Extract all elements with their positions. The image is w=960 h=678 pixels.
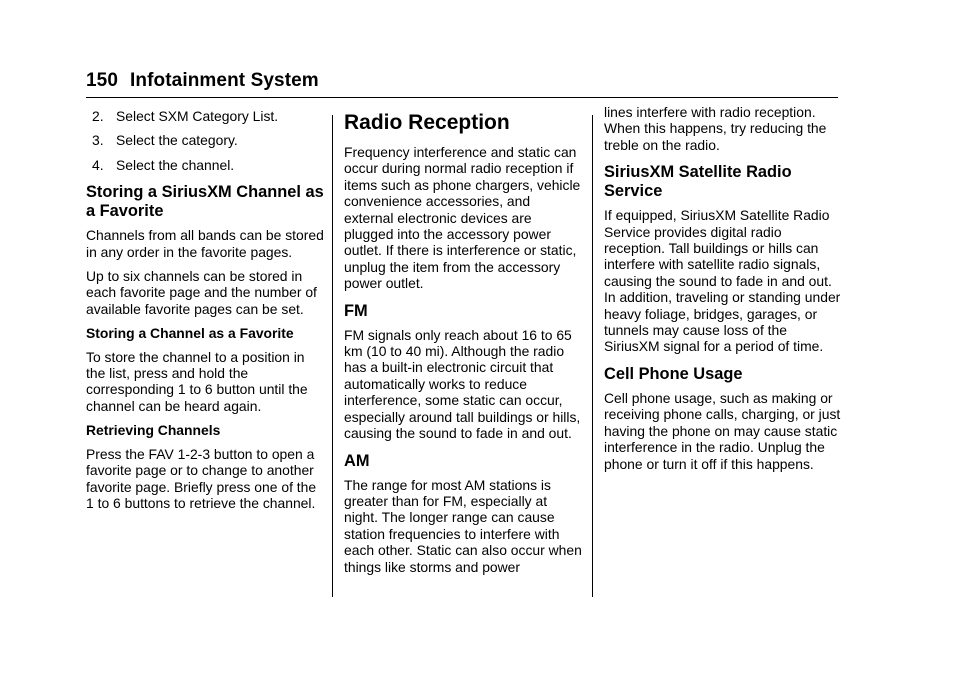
step-number: 4. <box>92 156 104 173</box>
storing-favorite-heading: Storing a SiriusXM Channel as a Favorite <box>86 183 324 221</box>
step-item <box>86 108 324 124</box>
am-heading: AM <box>344 451 370 470</box>
radio-reception-intro: Frequency interference and static can occur during normal radio reception if items such as phone chargers, vehicle convenience accessories, and external electronic devices are plugged into the accessory power outlet. If there is interference or static, unplug the item from the accessory power outlet. <box>344 144 581 292</box>
column-1 <box>86 104 324 519</box>
page-header <box>86 70 319 92</box>
step-number: 3. <box>92 132 104 149</box>
section-title: Infotainment System <box>130 70 319 91</box>
storing-channel-text: To store the channel to a position in the list, press and hold the corresponding 1 to 6 button until the channel can be heard again. <box>86 348 308 414</box>
siriusxm-text: If equipped, SiriusXM Satellite Radio Service provides digital radio reception. Tall buildings or hills can interfere with satellite radio signals, causing the sound to fade in and out. In addition, traveling or standing under heavy foliage, bridges, garages, or tunnels may cause loss of the SiriusXM signal for a period of time. <box>604 207 841 355</box>
am-text: The range for most AM stations is greater than for FM, especially at night. The longer range can cause station frequencies to interfere with each other. Static can also occur when things like storms and power <box>344 476 582 575</box>
column-divider-2 <box>592 115 593 597</box>
step-text: Select the channel. <box>116 156 235 173</box>
header-rule <box>86 97 838 98</box>
step-list <box>86 108 324 173</box>
retrieving-channels-label: Retrieving Channels <box>86 422 221 439</box>
page-number: 150 <box>86 70 119 91</box>
column-divider-1 <box>332 115 333 597</box>
cell-phone-text: Cell phone usage, such as making or receiving phone calls, charging, or just having the phone on may cause static interference in the radio. Unplug the phone or turn it off if this happens. <box>604 389 841 472</box>
step-item <box>86 132 324 148</box>
step-text: Select SXM Category List. <box>116 108 279 124</box>
step-number: 2. <box>92 108 104 124</box>
retrieving-channels-text: Press the FAV 1-2-3 button to open a favorite page or to change to another favorite page. Briefly press one of the 1 to 6 buttons to retrieve the channel. <box>86 445 317 511</box>
siriusxm-heading: SiriusXM Satellite Radio Service <box>604 163 792 201</box>
column-2 <box>344 104 582 583</box>
am-text-continued: lines interfere with radio reception. When this happens, try reducing the treble on the radio. <box>604 104 827 153</box>
step-text: Select the category. <box>116 132 238 149</box>
fm-text: FM signals only reach about 16 to 65 km (10 to 40 mi). Although the radio has a built-in electronic circuit that automatically works to reduce interference, some static can occur, especially around tall buildings or hills, causing the sound to fade in and out. <box>344 326 581 442</box>
storing-paragraph-2: Up to six channels can be stored in each favorite page and the number of available favorite pages can be set. <box>86 268 317 317</box>
cell-phone-heading: Cell Phone Usage <box>604 364 743 383</box>
storing-paragraph-1: Channels from all bands can be stored in any order in the favorite pages. <box>86 227 324 260</box>
storing-channel-label: Storing a Channel as a Favorite <box>86 325 294 342</box>
column-3 <box>604 104 842 480</box>
radio-reception-title: Radio Reception <box>344 111 510 134</box>
step-item <box>86 157 324 173</box>
fm-heading: FM <box>344 301 368 320</box>
